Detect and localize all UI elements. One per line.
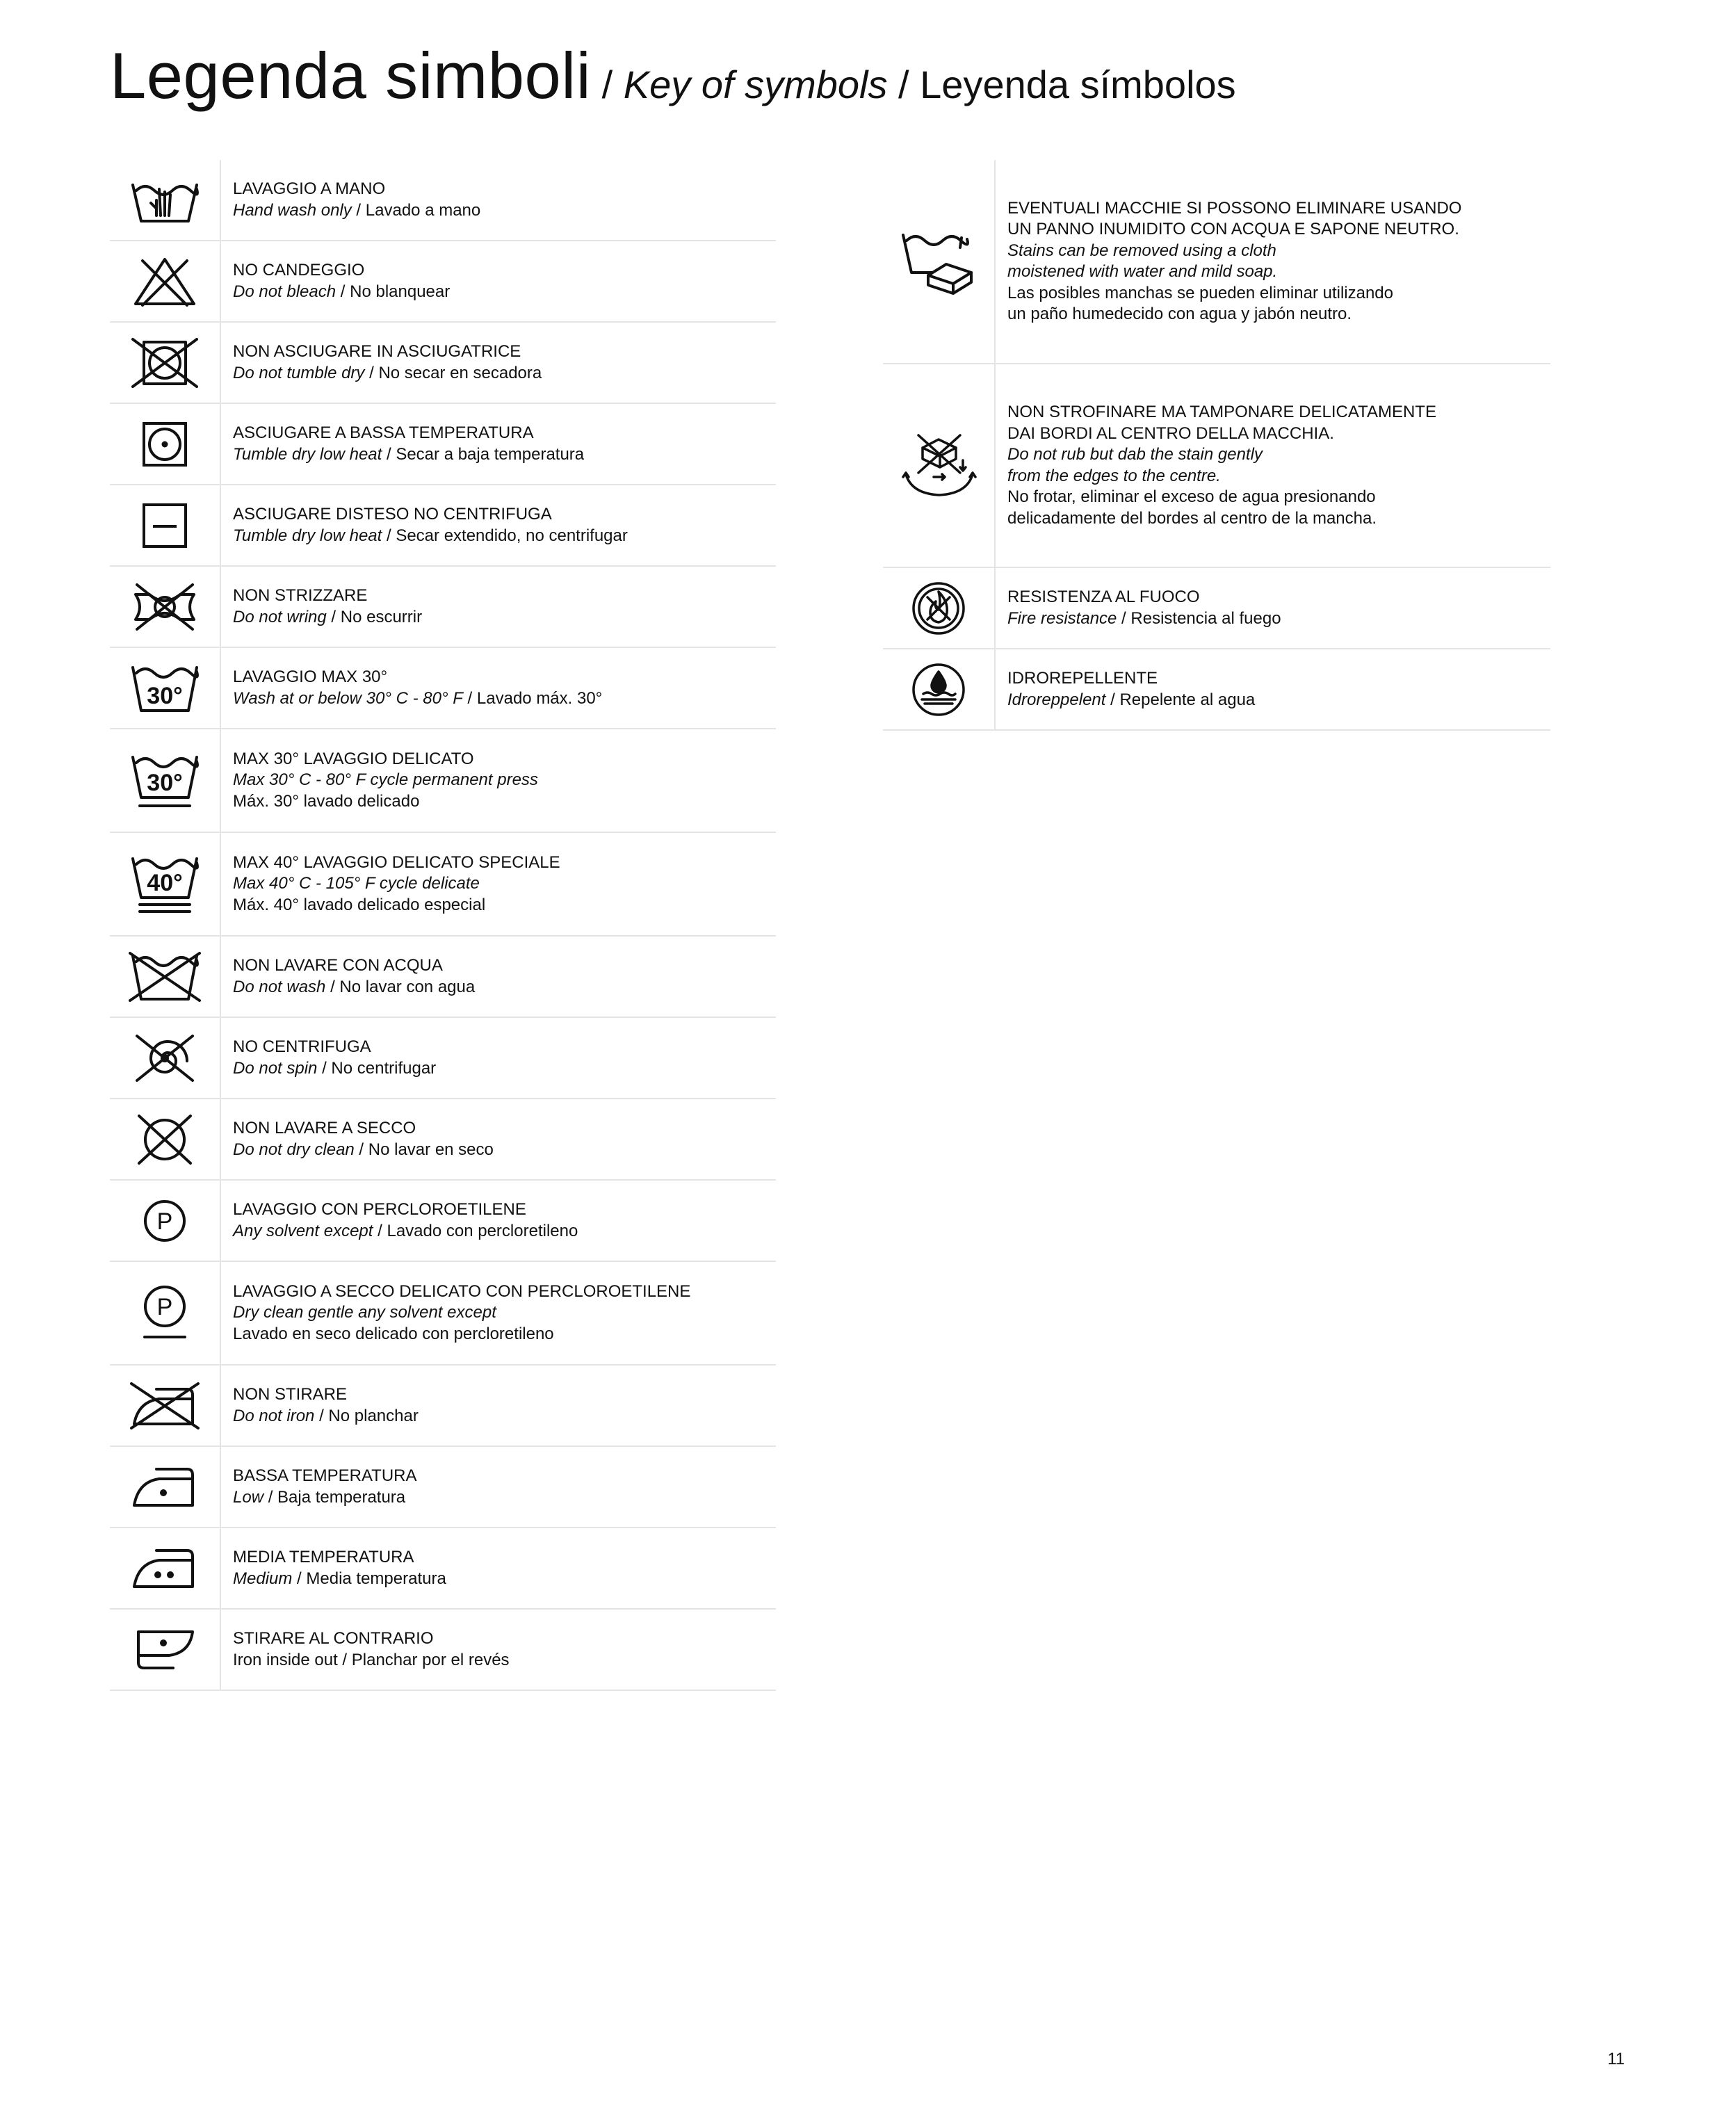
label-es: No escurrir	[340, 607, 423, 626]
dry-clean-p-icon	[110, 1181, 221, 1261]
label-es: Lavado a mano	[365, 200, 481, 220]
label-it: NON STRIZZARE	[233, 586, 368, 605]
label-it: LAVAGGIO A MANO	[233, 179, 386, 198]
label-es: Máx. 30° lavado delicado	[233, 791, 420, 811]
fire-resistance-icon	[883, 568, 996, 648]
label-it: IDROREPELLENTE	[1007, 669, 1158, 688]
label-it: UN PANNO INUMIDITO CON ACQUA E SAPONE NEUTRO.	[1007, 220, 1459, 238]
no-dry-clean-icon	[110, 1099, 221, 1179]
symbol-row: MEDIA TEMPERATURA Medium / Media temperatura	[110, 1528, 776, 1610]
iron-inside-out-icon	[110, 1610, 221, 1690]
label-en: moistened with water and mild soap.	[1007, 262, 1278, 281]
symbol-row	[883, 160, 1550, 364]
label-en: Medium	[233, 1569, 293, 1588]
label-en: from the edges to the centre.	[1007, 466, 1221, 485]
symbol-row: NON STRIZZARE Do not wring / No escurrir	[110, 567, 776, 648]
label-en: Do not iron	[233, 1406, 315, 1425]
dab-stain-icon	[883, 364, 996, 567]
label-es: Repelente al agua	[1119, 690, 1256, 709]
label-es: No blanquear	[350, 282, 451, 301]
label-es: No centrifugar	[331, 1058, 437, 1078]
label-es: Lavado con percloretileno	[387, 1221, 578, 1240]
label-it: NON LAVARE A SECCO	[233, 1119, 416, 1137]
label-es: Baja temperatura	[277, 1487, 406, 1507]
label-en: Max 40° C - 105° F cycle delicate	[233, 874, 480, 893]
svg-text:P: P	[156, 1293, 173, 1320]
label-it: NON ASCIUGARE IN ASCIUGATRICE	[233, 342, 521, 361]
symbol-row: 30° LAVAGGIO MAX 30° Wash at or below 30° C - 80° F / Lavado máx. 30°	[110, 648, 776, 729]
wash-30-icon	[110, 648, 221, 728]
svg-text:40°: 40°	[147, 869, 183, 896]
do-not-wash-icon	[110, 937, 221, 1016]
label-it: MEDIA TEMPERATURA	[233, 1548, 414, 1566]
right-symbol-list	[883, 160, 1550, 731]
title-sep-2: /	[887, 63, 920, 106]
symbol-row	[110, 1262, 776, 1366]
label-it: ASCIUGARE A BASSA TEMPERATURA	[233, 423, 534, 442]
symbol-row: NON STIRARE Do not iron / No planchar	[110, 1366, 776, 1447]
no-tumble-dry-icon	[110, 323, 221, 403]
title-italian: Legenda simboli	[110, 39, 592, 112]
water-repellent-icon	[883, 649, 996, 729]
label-it: LAVAGGIO CON PERCLOROETILENE	[233, 1200, 526, 1219]
label-en: Do not rub but dab the stain gently	[1007, 445, 1263, 464]
label-it: NON LAVARE CON ACQUA	[233, 956, 443, 975]
symbol-row	[883, 364, 1550, 568]
label-en: Do not dry clean	[233, 1140, 355, 1159]
label-it: MAX 40° LAVAGGIO DELICATO SPECIALE	[233, 852, 560, 872]
label-en: Do not wring	[233, 607, 327, 626]
label-en: Hand wash only	[233, 200, 352, 220]
label-es: Máx. 40° lavado delicado especial	[233, 895, 486, 914]
label-it: ASCIUGARE DISTESO NO CENTRIFUGA	[233, 505, 552, 524]
symbol-row: ASCIUGARE DISTESO NO CENTRIFUGA Tumble dry low heat / Secar extendido, no centrifugar	[110, 485, 776, 567]
label-es: delicadamente del bordes al centro de la mancha.	[1007, 508, 1377, 528]
symbol-row: LAVAGGIO A MANO Hand wash only / Lavado a mano	[110, 160, 776, 241]
hand-wash-icon	[110, 160, 221, 240]
label-es: Resistencia al fuego	[1130, 608, 1281, 628]
title-spanish: Leyenda símbolos	[920, 63, 1236, 106]
label-en: Tumble dry low heat	[233, 444, 382, 464]
svg-text:P: P	[156, 1208, 173, 1235]
iron-medium-icon	[110, 1528, 221, 1608]
svg-text:30°: 30°	[147, 682, 183, 709]
label-it: BASSA TEMPERATURA	[233, 1466, 417, 1485]
label-it: NO CENTRIFUGA	[233, 1037, 371, 1056]
tumble-dry-low-icon	[110, 404, 221, 484]
label-es: Las posibles manchas se pueden eliminar utilizando	[1007, 283, 1393, 302]
dry-clean-p-gentle-icon	[110, 1262, 221, 1364]
symbol-row: NO CENTRIFUGA Do not spin / No centrifugar	[110, 1018, 776, 1099]
symbol-row	[110, 729, 776, 833]
label-en-es: Iron inside out / Planchar por el revés	[233, 1650, 510, 1669]
label-es: No secar en secadora	[378, 363, 542, 382]
stain-soap-icon	[883, 160, 996, 363]
wash-40-very-delicate-icon	[110, 833, 221, 935]
label-it: RESISTENZA AL FUOCO	[1007, 588, 1200, 606]
label-it: DAI BORDI AL CENTRO DELLA MACCHIA.	[1007, 423, 1334, 443]
label-it: LAVAGGIO MAX 30°	[233, 667, 388, 686]
label-en: Tumble dry low heat	[233, 526, 382, 545]
label-en: Do not bleach	[233, 282, 336, 301]
label-it: EVENTUALI MACCHIE SI POSSONO ELIMINARE USANDO	[1007, 198, 1462, 218]
symbol-row: BASSA TEMPERATURA Low / Baja temperatura	[110, 1447, 776, 1528]
label-es: Media temperatura	[306, 1569, 446, 1588]
label-it: NO CANDEGGIO	[233, 261, 365, 280]
label-en: Fire resistance	[1007, 608, 1117, 628]
dry-flat-icon	[110, 485, 221, 565]
iron-low-icon	[110, 1447, 221, 1527]
wash-30-delicate-icon	[110, 729, 221, 832]
symbol-row: P LAVAGGIO CON PERCLOROETILENE Any solvent except / Lavado con percloretileno	[110, 1181, 776, 1262]
label-es: No planchar	[328, 1406, 419, 1425]
page-number: 11	[1607, 2050, 1625, 2068]
label-it: MAX 30° LAVAGGIO DELICATO	[233, 749, 474, 768]
title-english: Key of symbols	[623, 63, 888, 106]
no-spin-icon	[110, 1018, 221, 1098]
label-es: No lavar con agua	[339, 977, 476, 996]
label-en: Max 30° C - 80° F cycle permanent press	[233, 770, 538, 790]
symbol-row	[110, 833, 776, 937]
label-es: No frotar, eliminar el exceso de agua presionando	[1007, 487, 1376, 506]
label-es: Lavado máx. 30°	[476, 688, 603, 708]
symbol-row: NON LAVARE A SECCO Do not dry clean / No lavar en seco	[110, 1099, 776, 1181]
label-en: Dry clean gentle any solvent except	[233, 1303, 496, 1322]
no-wring-icon	[110, 567, 221, 647]
label-en: Do not spin	[233, 1058, 318, 1078]
svg-text:30°: 30°	[147, 769, 183, 796]
label-es: Lavado en seco delicado con percloretileno	[233, 1324, 554, 1343]
symbol-row: NO CANDEGGIO Do not bleach / No blanquear	[110, 241, 776, 323]
page-title	[110, 39, 1236, 112]
label-en: Do not tumble dry	[233, 363, 365, 382]
title-sep-1: /	[591, 63, 624, 106]
symbol-row: IDROREPELLENTE Idroreppelent / Repelente al agua	[883, 649, 1550, 731]
label-en: Stains can be removed using a cloth	[1007, 241, 1276, 260]
left-symbol-list	[110, 160, 776, 1691]
symbol-row	[110, 1610, 776, 1691]
label-en: Idroreppelent	[1007, 690, 1106, 709]
label-es: Secar extendido, no centrifugar	[396, 526, 628, 545]
label-it: NON STIRARE	[233, 1385, 348, 1404]
no-iron-icon	[110, 1366, 221, 1445]
label-en: Do not wash	[233, 977, 326, 996]
label-it: STIRARE AL CONTRARIO	[233, 1629, 434, 1648]
label-es: Secar a baja temperatura	[396, 444, 585, 464]
label-en: Any solvent except	[233, 1221, 373, 1240]
label-en: Wash at or below 30° C - 80° F	[233, 688, 463, 708]
symbol-row: NON LAVARE CON ACQUA Do not wash / No lavar con agua	[110, 937, 776, 1018]
label-it: NON STROFINARE MA TAMPONARE DELICATAMENTE	[1007, 403, 1436, 421]
label-it: LAVAGGIO A SECCO DELICATO CON PERCLOROETILENE	[233, 1281, 691, 1301]
symbol-row: RESISTENZA AL FUOCO Fire resistance / Resistencia al fuego	[883, 568, 1550, 649]
label-en: Low	[233, 1487, 264, 1507]
no-bleach-icon	[110, 241, 221, 321]
label-es: No lavar en seco	[368, 1140, 494, 1159]
label-es: un paño humedecido con agua y jabón neutro.	[1007, 305, 1352, 323]
symbol-row: ASCIUGARE A BASSA TEMPERATURA Tumble dry low heat / Secar a baja temperatura	[110, 404, 776, 485]
symbol-row: NON ASCIUGARE IN ASCIUGATRICE Do not tumble dry / No secar en secadora	[110, 323, 776, 404]
